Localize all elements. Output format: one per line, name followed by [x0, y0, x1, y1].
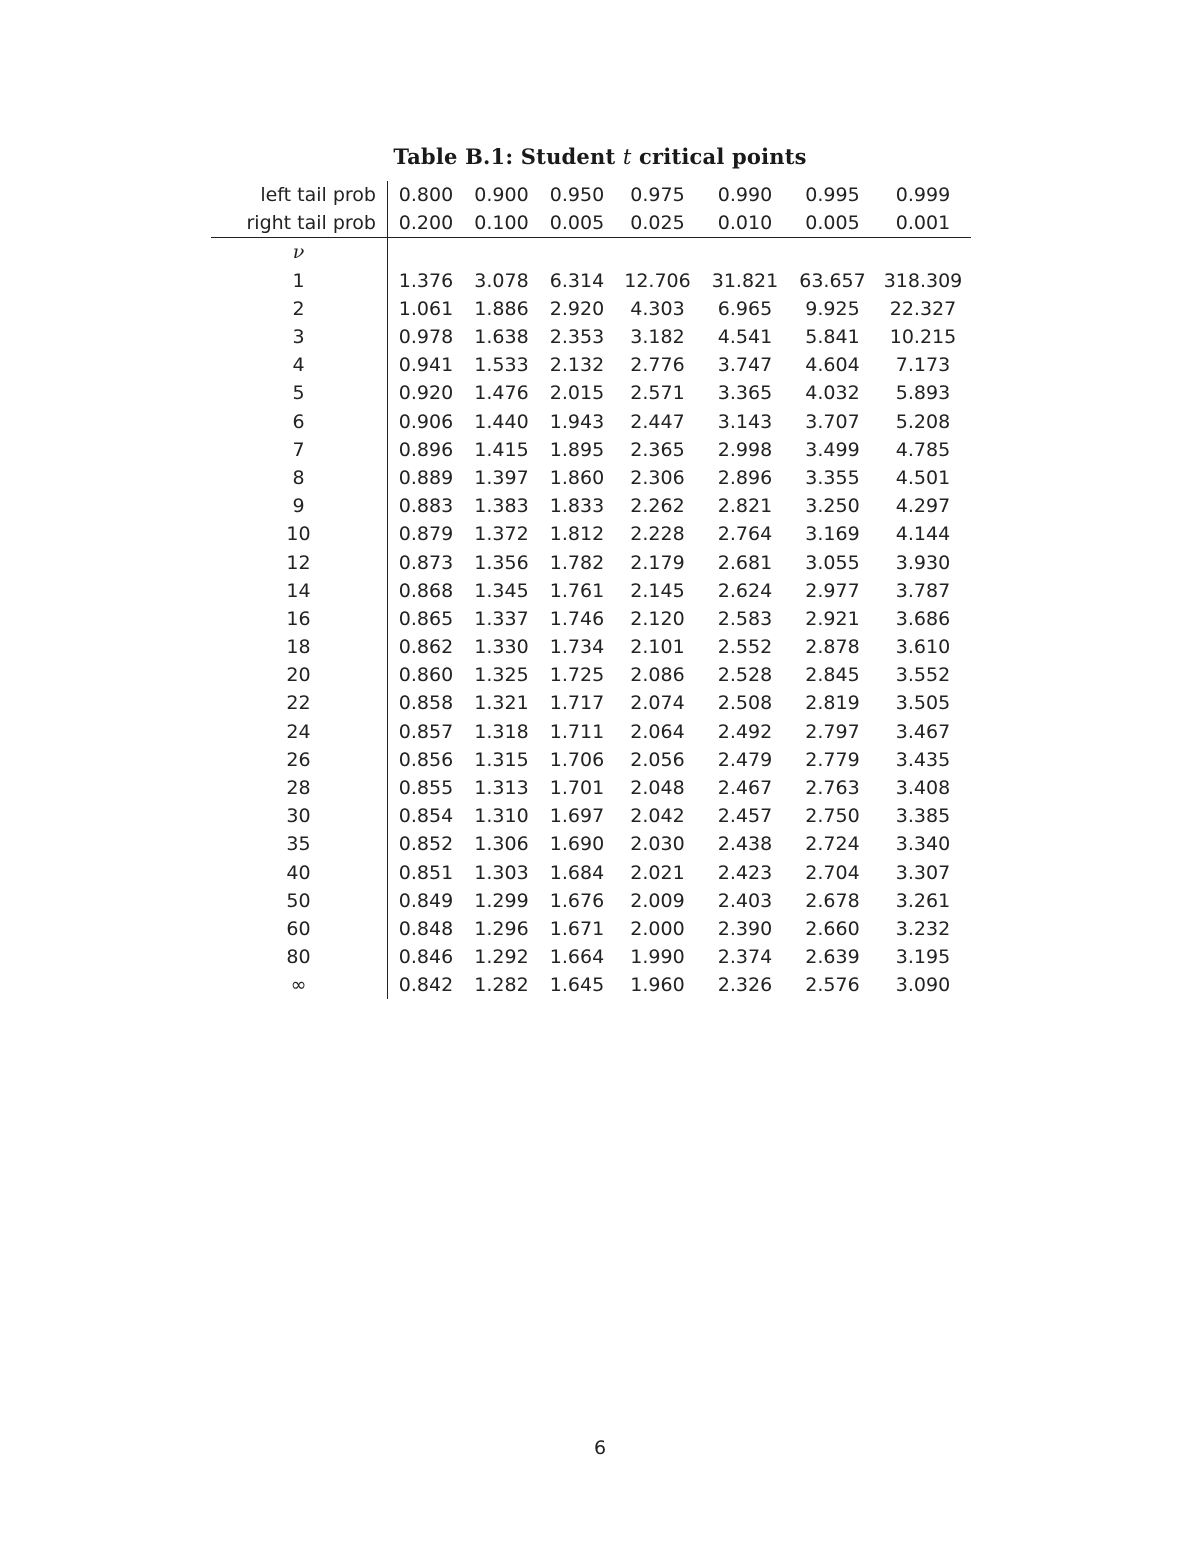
critical-value-cell: 4.604	[805, 354, 860, 377]
critical-value-cell: 3.408	[895, 777, 951, 800]
critical-value-cell: 1.725	[549, 664, 605, 687]
table-row	[211, 943, 971, 971]
degrees-of-freedom-cell: 28	[211, 774, 388, 802]
critical-value-cell: 0.941	[398, 354, 454, 377]
critical-value-cell: 2.423	[717, 861, 773, 884]
critical-value-cell: 1.299	[474, 889, 529, 912]
critical-value-cell: 6.965	[717, 297, 773, 320]
critical-value-cell: 2.492	[717, 720, 773, 743]
degrees-of-freedom-cell: 50	[211, 887, 388, 915]
critical-value-cell: 1.701	[549, 777, 605, 800]
critical-value-cell: 1.812	[549, 523, 605, 546]
critical-value-cell: 3.340	[895, 833, 951, 856]
degrees-of-freedom-cell: 14	[211, 577, 388, 605]
critical-value-cell: 9.925	[805, 297, 860, 320]
table-row	[211, 915, 971, 943]
critical-value-cell: 2.086	[630, 664, 685, 687]
critical-value-cell: 1.315	[474, 748, 529, 771]
right-tail-row	[211, 209, 971, 238]
critical-value-cell: 0.851	[398, 861, 454, 884]
critical-value-cell: 1.321	[474, 692, 529, 715]
critical-value-cell: 2.896	[717, 466, 773, 489]
left-tail-prob: 0.800	[398, 184, 454, 207]
table-row	[211, 436, 971, 464]
table-title-prefix: Table B.1: Student	[393, 144, 623, 169]
critical-value-cell: 1.638	[474, 326, 529, 349]
critical-value-cell: 5.841	[805, 326, 860, 349]
critical-value-cell: 1.761	[549, 579, 605, 602]
critical-value-cell: 3.355	[805, 466, 860, 489]
critical-value-cell: 2.438	[717, 833, 773, 856]
table-row	[211, 323, 971, 351]
degrees-of-freedom-cell: 12	[211, 548, 388, 576]
critical-value-cell: 1.664	[549, 946, 605, 969]
right-tail-prob: 0.025	[615, 209, 700, 238]
critical-value-cell: 1.306	[474, 833, 529, 856]
critical-value-cell: 4.541	[717, 326, 773, 349]
critical-value-cell: 2.977	[805, 579, 860, 602]
critical-value-cell: 1.734	[549, 636, 605, 659]
degrees-of-freedom-cell: 5	[211, 379, 388, 407]
right-tail-prob: 0.005	[790, 209, 875, 238]
critical-value-cell: 3.505	[895, 692, 951, 715]
critical-value-cell: 1.376	[398, 269, 454, 292]
critical-value-cell: 2.576	[805, 974, 860, 997]
critical-value-cell: 5.208	[895, 410, 951, 433]
critical-value-cell: 3.090	[895, 974, 951, 997]
critical-value-cell: 3.930	[895, 551, 951, 574]
critical-value-cell: 2.365	[630, 438, 685, 461]
critical-value-cell: 0.896	[398, 438, 454, 461]
critical-value-cell: 0.862	[398, 636, 454, 659]
critical-value-cell: 0.889	[398, 466, 454, 489]
critical-value-cell: 3.307	[895, 861, 951, 884]
critical-value-cell: 2.120	[630, 607, 685, 630]
critical-value-cell: 2.763	[805, 777, 860, 800]
critical-value-cell: 1.282	[474, 974, 529, 997]
critical-value-cell: 10.215	[889, 326, 957, 349]
page-number: 6	[593, 1437, 607, 1459]
critical-value-cell: 3.261	[895, 889, 951, 912]
critical-value-cell: 0.978	[398, 326, 454, 349]
t-critical-points-table	[211, 181, 971, 999]
degrees-of-freedom-cell: 8	[211, 464, 388, 492]
table-title-suffix: critical points	[631, 144, 807, 169]
critical-value-cell: 1.318	[474, 720, 529, 743]
degrees-of-freedom-cell: 35	[211, 830, 388, 858]
critical-value-cell: 2.797	[805, 720, 860, 743]
critical-value-cell: 1.671	[549, 917, 605, 940]
critical-value-cell: 4.032	[805, 382, 860, 405]
degrees-of-freedom-cell: 6	[211, 408, 388, 436]
left-tail-prob: 0.950	[549, 184, 605, 207]
table-row	[211, 971, 971, 999]
critical-value-cell: 1.313	[474, 777, 529, 800]
critical-value-cell: 0.883	[398, 495, 454, 518]
critical-value-cell: 2.764	[717, 523, 773, 546]
critical-value-cell: 2.776	[630, 354, 685, 377]
critical-value-cell: 2.009	[630, 889, 685, 912]
critical-value-cell: 0.848	[398, 917, 454, 940]
table-row	[211, 661, 971, 689]
critical-value-cell: 1.356	[474, 551, 529, 574]
left-tail-row	[211, 181, 971, 209]
critical-value-cell: 3.467	[895, 720, 951, 743]
critical-value-cell: 0.842	[398, 974, 454, 997]
degrees-of-freedom-cell: 16	[211, 605, 388, 633]
critical-value-cell: 0.873	[398, 551, 454, 574]
right-tail-prob: 0.005	[539, 209, 615, 238]
left-tail-prob: 0.999	[895, 184, 951, 207]
critical-value-cell: 2.552	[717, 636, 773, 659]
critical-value-cell: 2.306	[630, 466, 685, 489]
critical-value-cell: 4.297	[895, 495, 951, 518]
degrees-of-freedom-cell: 30	[211, 802, 388, 830]
critical-value-cell: 3.182	[630, 326, 685, 349]
table-row	[211, 830, 971, 858]
critical-value-cell: 3.078	[474, 269, 529, 292]
critical-value-cell: 1.711	[549, 720, 605, 743]
critical-value-cell: 2.447	[630, 410, 685, 433]
critical-value-cell: 1.330	[474, 636, 529, 659]
critical-value-cell: 2.179	[630, 551, 685, 574]
table-row	[211, 295, 971, 323]
degrees-of-freedom-cell: 2	[211, 295, 388, 323]
table-row	[211, 718, 971, 746]
degrees-of-freedom-cell: 10	[211, 520, 388, 548]
critical-value-cell: 2.042	[630, 805, 685, 828]
degrees-of-freedom-cell: 3	[211, 323, 388, 351]
table-title-variable: t	[622, 145, 632, 169]
critical-value-cell: 2.390	[717, 917, 773, 940]
table-row	[211, 577, 971, 605]
critical-value-cell: 3.143	[717, 410, 773, 433]
critical-value-cell: 2.056	[630, 748, 685, 771]
critical-value-cell: 2.750	[805, 805, 860, 828]
critical-value-cell: 1.415	[474, 438, 529, 461]
critical-value-cell: 2.353	[549, 326, 605, 349]
critical-value-cell: 2.660	[805, 917, 860, 940]
critical-value-cell: 1.895	[549, 438, 605, 461]
critical-value-cell: 3.250	[805, 495, 860, 518]
table-row	[211, 774, 971, 802]
critical-value-cell: 2.583	[717, 607, 773, 630]
critical-value-cell: 1.943	[549, 410, 605, 433]
critical-value-cell: 3.499	[805, 438, 860, 461]
critical-value-cell: 3.707	[805, 410, 860, 433]
critical-value-cell: 3.169	[805, 523, 860, 546]
table-row	[211, 492, 971, 520]
critical-value-cell: 2.998	[717, 438, 773, 461]
critical-value-cell: 3.552	[895, 664, 951, 687]
table-row	[211, 887, 971, 915]
critical-value-cell: 0.846	[398, 946, 454, 969]
critical-value-cell: 3.435	[895, 748, 951, 771]
critical-value-cell: 3.747	[717, 354, 773, 377]
critical-value-cell: 2.639	[805, 946, 860, 969]
critical-value-cell: 2.015	[549, 382, 605, 405]
critical-value-cell: 4.144	[895, 523, 951, 546]
critical-value-cell: 2.681	[717, 551, 773, 574]
table-row	[211, 464, 971, 492]
right-tail-prob: 0.010	[700, 209, 790, 238]
t-table-container	[211, 181, 989, 999]
critical-value-cell: 1.345	[474, 579, 529, 602]
critical-value-cell: 1.684	[549, 861, 605, 884]
critical-value-cell: 3.195	[895, 946, 951, 969]
left-tail-prob: 0.990	[717, 184, 773, 207]
degrees-of-freedom-cell: 20	[211, 661, 388, 689]
critical-value-cell: 1.296	[474, 917, 529, 940]
left-tail-prob: 0.975	[630, 184, 685, 207]
critical-value-cell: 2.467	[717, 777, 773, 800]
table-row	[211, 379, 971, 407]
critical-value-cell: 7.173	[895, 354, 951, 377]
critical-value-cell: 2.724	[805, 833, 860, 856]
critical-value-cell: 0.920	[398, 382, 454, 405]
critical-value-cell: 2.878	[805, 636, 860, 659]
table-row	[211, 351, 971, 379]
table-row	[211, 633, 971, 661]
table-row	[211, 520, 971, 548]
critical-value-cell: 4.501	[895, 466, 951, 489]
critical-value-cell: 2.132	[549, 354, 605, 377]
degrees-of-freedom-cell: 60	[211, 915, 388, 943]
critical-value-cell: 2.048	[630, 777, 685, 800]
critical-value-cell: 2.101	[630, 636, 685, 659]
degrees-of-freedom-cell: 9	[211, 492, 388, 520]
critical-value-cell: 12.706	[624, 269, 691, 292]
critical-value-cell: 0.854	[398, 805, 454, 828]
critical-value-cell: 4.785	[895, 438, 951, 461]
critical-value-cell: 2.228	[630, 523, 685, 546]
critical-value-cell: 3.365	[717, 382, 773, 405]
critical-value-cell: 0.857	[398, 720, 454, 743]
critical-value-cell: 1.645	[549, 974, 605, 997]
table-row	[211, 689, 971, 717]
table-row	[211, 267, 971, 295]
critical-value-cell: 0.852	[398, 833, 454, 856]
degrees-of-freedom-cell: 40	[211, 859, 388, 887]
degrees-of-freedom-cell: ∞	[211, 971, 388, 999]
critical-value-cell: 63.657	[799, 269, 866, 292]
right-tail-prob: 0.100	[464, 209, 539, 238]
critical-value-cell: 0.855	[398, 777, 454, 800]
critical-value-cell: 3.055	[805, 551, 860, 574]
critical-value-cell: 2.624	[717, 579, 773, 602]
critical-value-cell: 1.061	[398, 297, 454, 320]
table-row	[211, 548, 971, 576]
critical-value-cell: 1.476	[474, 382, 529, 405]
critical-value-cell: 3.232	[895, 917, 951, 940]
critical-value-cell: 1.990	[630, 946, 685, 969]
critical-value-cell: 22.327	[889, 297, 957, 320]
degrees-of-freedom-cell: 4	[211, 351, 388, 379]
critical-value-cell: 1.325	[474, 664, 529, 687]
table-row	[211, 746, 971, 774]
critical-value-cell: 2.064	[630, 720, 685, 743]
critical-value-cell: 2.021	[630, 861, 685, 884]
table-row	[211, 802, 971, 830]
table-title	[0, 144, 1200, 169]
degrees-of-freedom-cell: 7	[211, 436, 388, 464]
left-tail-label: left tail prob	[211, 181, 388, 209]
critical-value-cell: 1.960	[630, 974, 685, 997]
critical-value-cell: 5.893	[895, 382, 951, 405]
critical-value-cell: 31.821	[711, 269, 779, 292]
critical-value-cell: 2.819	[805, 692, 860, 715]
critical-value-cell: 3.385	[895, 805, 951, 828]
degrees-of-freedom-cell: 18	[211, 633, 388, 661]
critical-value-cell: 0.868	[398, 579, 454, 602]
table-body	[211, 181, 971, 999]
right-tail-prob: 0.200	[388, 209, 465, 238]
degrees-of-freedom-cell: 1	[211, 267, 388, 295]
critical-value-cell: 2.704	[805, 861, 860, 884]
critical-value-cell: 1.372	[474, 523, 529, 546]
critical-value-cell: 3.610	[895, 636, 951, 659]
critical-value-cell: 2.479	[717, 748, 773, 771]
critical-value-cell: 1.886	[474, 297, 529, 320]
critical-value-cell: 1.746	[549, 607, 605, 630]
left-tail-prob: 0.995	[805, 184, 860, 207]
critical-value-cell: 2.262	[630, 495, 685, 518]
degrees-of-freedom-cell: 80	[211, 943, 388, 971]
degrees-of-freedom-cell: 24	[211, 718, 388, 746]
critical-value-cell: 1.717	[549, 692, 605, 715]
critical-value-cell: 2.326	[717, 974, 773, 997]
critical-value-cell: 1.676	[549, 889, 605, 912]
critical-value-cell: 0.860	[398, 664, 454, 687]
critical-value-cell: 2.457	[717, 805, 773, 828]
critical-value-cell: 2.921	[805, 607, 860, 630]
left-tail-prob: 0.900	[474, 184, 529, 207]
critical-value-cell: 1.337	[474, 607, 529, 630]
critical-value-cell: 2.528	[717, 664, 773, 687]
critical-value-cell: 1.706	[549, 748, 605, 771]
critical-value-cell: 2.374	[717, 946, 773, 969]
df-symbol: ν	[211, 238, 388, 267]
critical-value-cell: 318.309	[883, 269, 963, 292]
critical-value-cell: 1.697	[549, 805, 605, 828]
critical-value-cell: 2.779	[805, 748, 860, 771]
critical-value-cell: 0.865	[398, 607, 454, 630]
critical-value-cell: 1.397	[474, 466, 529, 489]
critical-value-cell: 0.856	[398, 748, 454, 771]
table-row	[211, 859, 971, 887]
critical-value-cell: 1.292	[474, 946, 529, 969]
critical-value-cell: 6.314	[549, 269, 605, 292]
critical-value-cell: 1.440	[474, 410, 529, 433]
table-row	[211, 408, 971, 436]
critical-value-cell: 2.074	[630, 692, 685, 715]
critical-value-cell: 1.782	[549, 551, 605, 574]
critical-value-cell: 1.690	[549, 833, 605, 856]
table-row	[211, 605, 971, 633]
critical-value-cell: 0.849	[398, 889, 454, 912]
critical-value-cell: 3.787	[895, 579, 951, 602]
critical-value-cell: 1.383	[474, 495, 529, 518]
critical-value-cell: 2.508	[717, 692, 773, 715]
df-symbol-row	[211, 238, 971, 267]
critical-value-cell: 2.821	[717, 495, 773, 518]
critical-value-cell: 2.000	[630, 917, 685, 940]
critical-value-cell: 2.571	[630, 382, 685, 405]
degrees-of-freedom-cell: 26	[211, 746, 388, 774]
critical-value-cell: 2.920	[549, 297, 605, 320]
critical-value-cell: 1.533	[474, 354, 529, 377]
critical-value-cell: 2.678	[805, 889, 860, 912]
critical-value-cell: 0.879	[398, 523, 454, 546]
critical-value-cell: 0.858	[398, 692, 454, 715]
critical-value-cell: 1.833	[549, 495, 605, 518]
critical-value-cell: 1.860	[549, 466, 605, 489]
right-tail-prob: 0.001	[875, 209, 971, 238]
critical-value-cell: 1.310	[474, 805, 529, 828]
critical-value-cell: 3.686	[895, 607, 951, 630]
critical-value-cell: 0.906	[398, 410, 454, 433]
critical-value-cell: 2.845	[805, 664, 860, 687]
critical-value-cell: 1.303	[474, 861, 529, 884]
critical-value-cell: 2.403	[717, 889, 773, 912]
critical-value-cell: 2.030	[630, 833, 685, 856]
degrees-of-freedom-cell: 22	[211, 689, 388, 717]
critical-value-cell: 4.303	[630, 297, 685, 320]
right-tail-label: right tail prob	[211, 209, 388, 238]
critical-value-cell: 2.145	[630, 579, 685, 602]
